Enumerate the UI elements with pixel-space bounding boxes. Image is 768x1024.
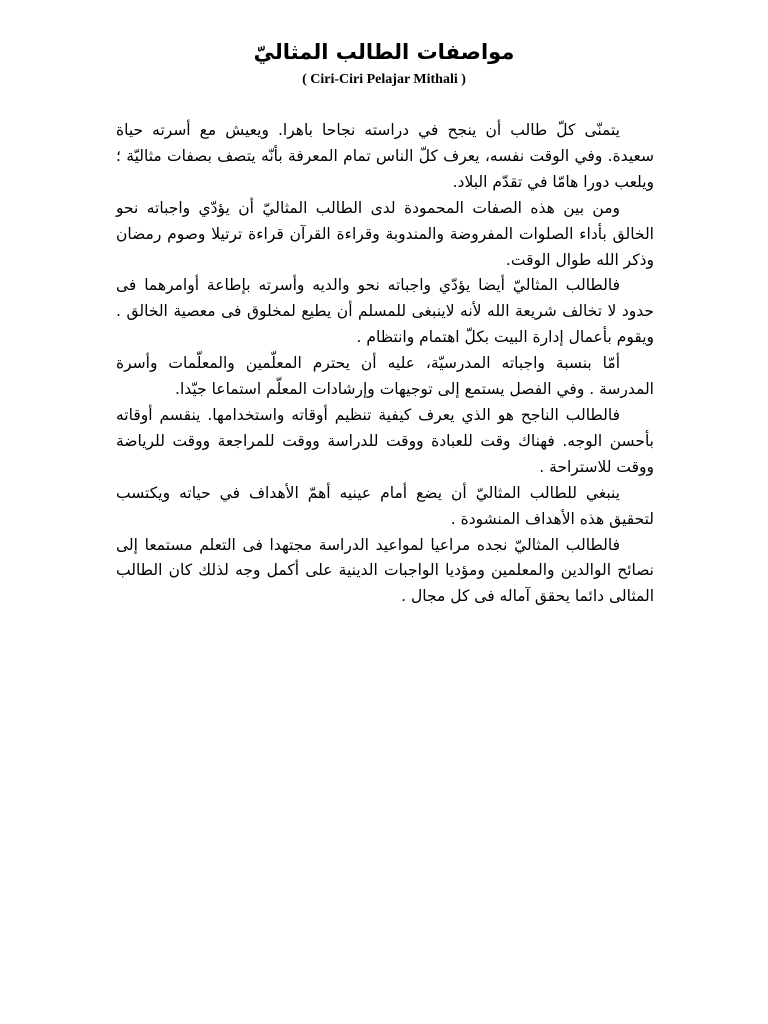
paragraph-1: يتمنّى كلّ طالب أن ينجح في دراسته نجاحا باهرا. ويعيش مع أسرته حياة سعيدة. وفي الوقت نفسه، يعرف كلّ الناس تمام المعرفة بأنّه يتصف بصفات مثاليّة ؛ ويلعب دورا هامّا في تقدّم البلاد. [116, 121, 654, 191]
paragraph-6: ينبغي للطالب المثاليّ أن يضع أمام عينيه أهمّ الأهداف في حياته ويكتسب لتحقيق هذه الأهداف المنشودة . [116, 483, 654, 528]
paragraph-5: فالطالب الناجح هو الذي يعرف كيفية تنظيم أوقاته واستخدامها. ينقسم أوقاته بأحسن الوجه. فهناك وقت للعبادة ووقت للدراسة ووقت للمراجعة ووقت للرياضة ووقت للاستراحة . [116, 405, 654, 476]
paragraph-4: أمّا بنسبة واجباته المدرسيّة، عليه أن يحترم المعلّمين والمعلّمات وأسرة المدرسة . وفي الفصل يستمع إلى توجيهات وإرشادات المعلّم استماعا جيّدا. [116, 354, 654, 399]
paragraph-7: فالطالب المثاليّ نجده مراعيا لمواعيد الدراسة مجتهدا فى التعلم مستمعا إلى نصائح الوالدين والمعلمين ومؤديا الواجبات الدينية على أكمل وجه لذلك كان الطالب المثالى دائما يحقق آماله فى كل مجال . [116, 535, 654, 606]
document-body [116, 118, 654, 610]
paragraph-2: ومن بين هذه الصفات المحمودة لدى الطالب المثاليّ أن يؤدّي واجباته نحو الخالق بأداء الصلوات المفروضة والمندوبة وقراءة القرآن قراءة ترتيلا وصوم رمضان وذكر الله طوال الوقت. [116, 198, 654, 269]
paragraph-3: فالطالب المثاليّ أيضا يؤدّي واجباته نحو والديه وأسرته بإطاعة أوامرهما فى حدود لا تخالف شريعة الله لأنه لاينبغى للمسلم أن يطيع لمخلوق فى معصية الخالق . ويقوم بأعمال إدارة البيت بكلّ اهتمام وانتظام . [116, 276, 654, 347]
document-subtitle: ( Ciri-Ciri Pelajar Mithali ) [302, 72, 466, 87]
document-title: مواصفات الطالب المثاليّ [253, 40, 515, 64]
